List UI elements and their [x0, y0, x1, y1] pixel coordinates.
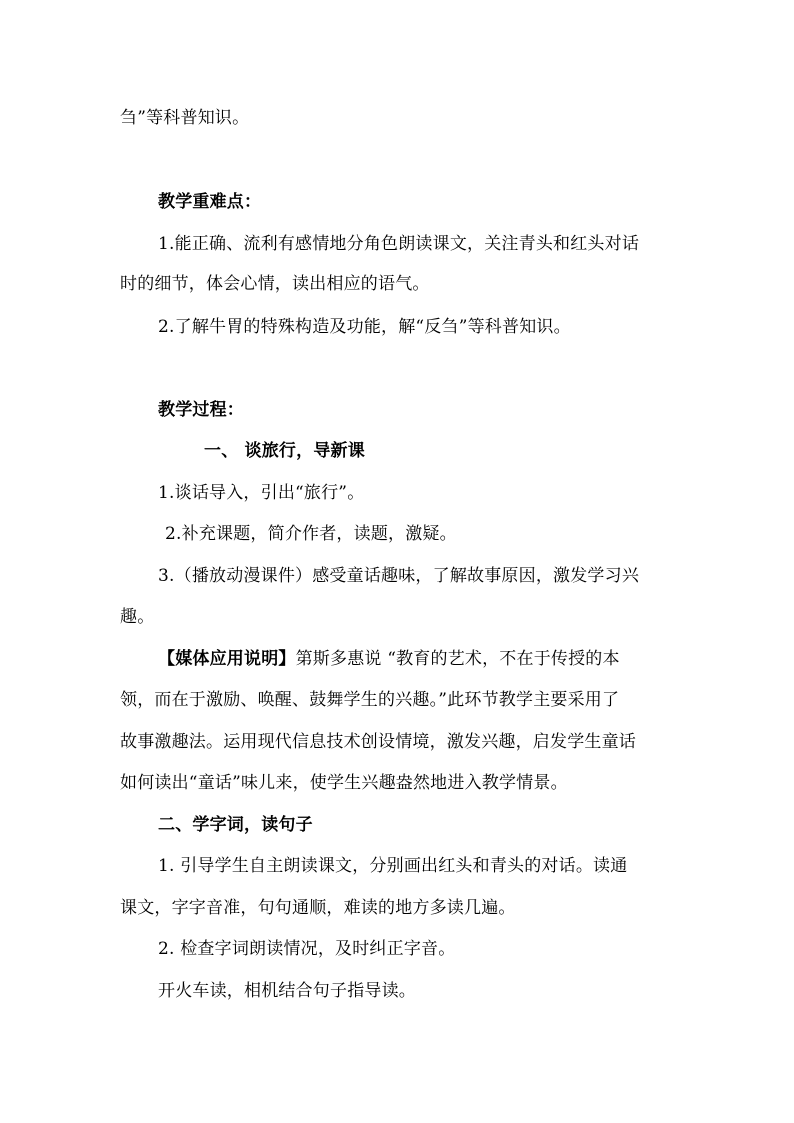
- text-line: 时的细节，体会心情，读出相应的语气。: [120, 274, 430, 294]
- section-heading-key-points: 教学重难点：: [158, 192, 262, 212]
- text-line: 开火车读，相机结合句子指导读。: [158, 981, 416, 1001]
- text-line: 1.谈话导入，引出“旅行”。: [158, 483, 365, 503]
- text-line: 1.能正确、流利有感情地分角色朗读课文，关注青头和红头对话: [158, 234, 640, 254]
- subsection-heading-2: 二、学字词，读句子: [158, 815, 313, 835]
- text-line: 刍”等科普知识。: [120, 108, 250, 128]
- text-line: 如何读出“童话”味儿来，使学生兴趣盎然地进入教学情景。: [120, 773, 568, 793]
- text-line: 2.补充课题，简介作者，读题，激疑。: [165, 524, 457, 544]
- text-line: 故事激趣法。运用现代信息技术创设情境，激发兴趣，启发学生童话: [120, 732, 636, 752]
- text-line: 2.了解牛胃的特殊构造及功能，解“反刍”等科普知识。: [158, 317, 571, 337]
- section-heading-process: 教学过程：: [158, 400, 244, 420]
- media-note-line: [158, 647, 620, 671]
- text-line: 3.（播放动漫课件）感受童话趣味，了解故事原因，激发学习兴: [158, 566, 640, 586]
- text-line: 1. 引导学生自主朗读课文，分别画出红头和青头的对话。读通: [158, 856, 628, 876]
- subsection-heading-1: 一、 谈旅行，导新课: [204, 441, 365, 461]
- text-line: 课文，字字音准，句句通顺，难读的地方多读几遍。: [120, 898, 516, 918]
- text-line: 领，而在于激励、唤醒、鼓舞学生的兴趣。”此环节教学主要采用了: [120, 690, 620, 710]
- text-line: 趣。: [120, 607, 155, 627]
- media-note-text: 第斯多惠说 “教育的艺术，不在于传授的本: [295, 649, 620, 669]
- media-note-label: 【媒体应用说明】: [158, 649, 296, 669]
- text-line: 2. 检查字词朗读情况，及时纠正字音。: [158, 939, 456, 959]
